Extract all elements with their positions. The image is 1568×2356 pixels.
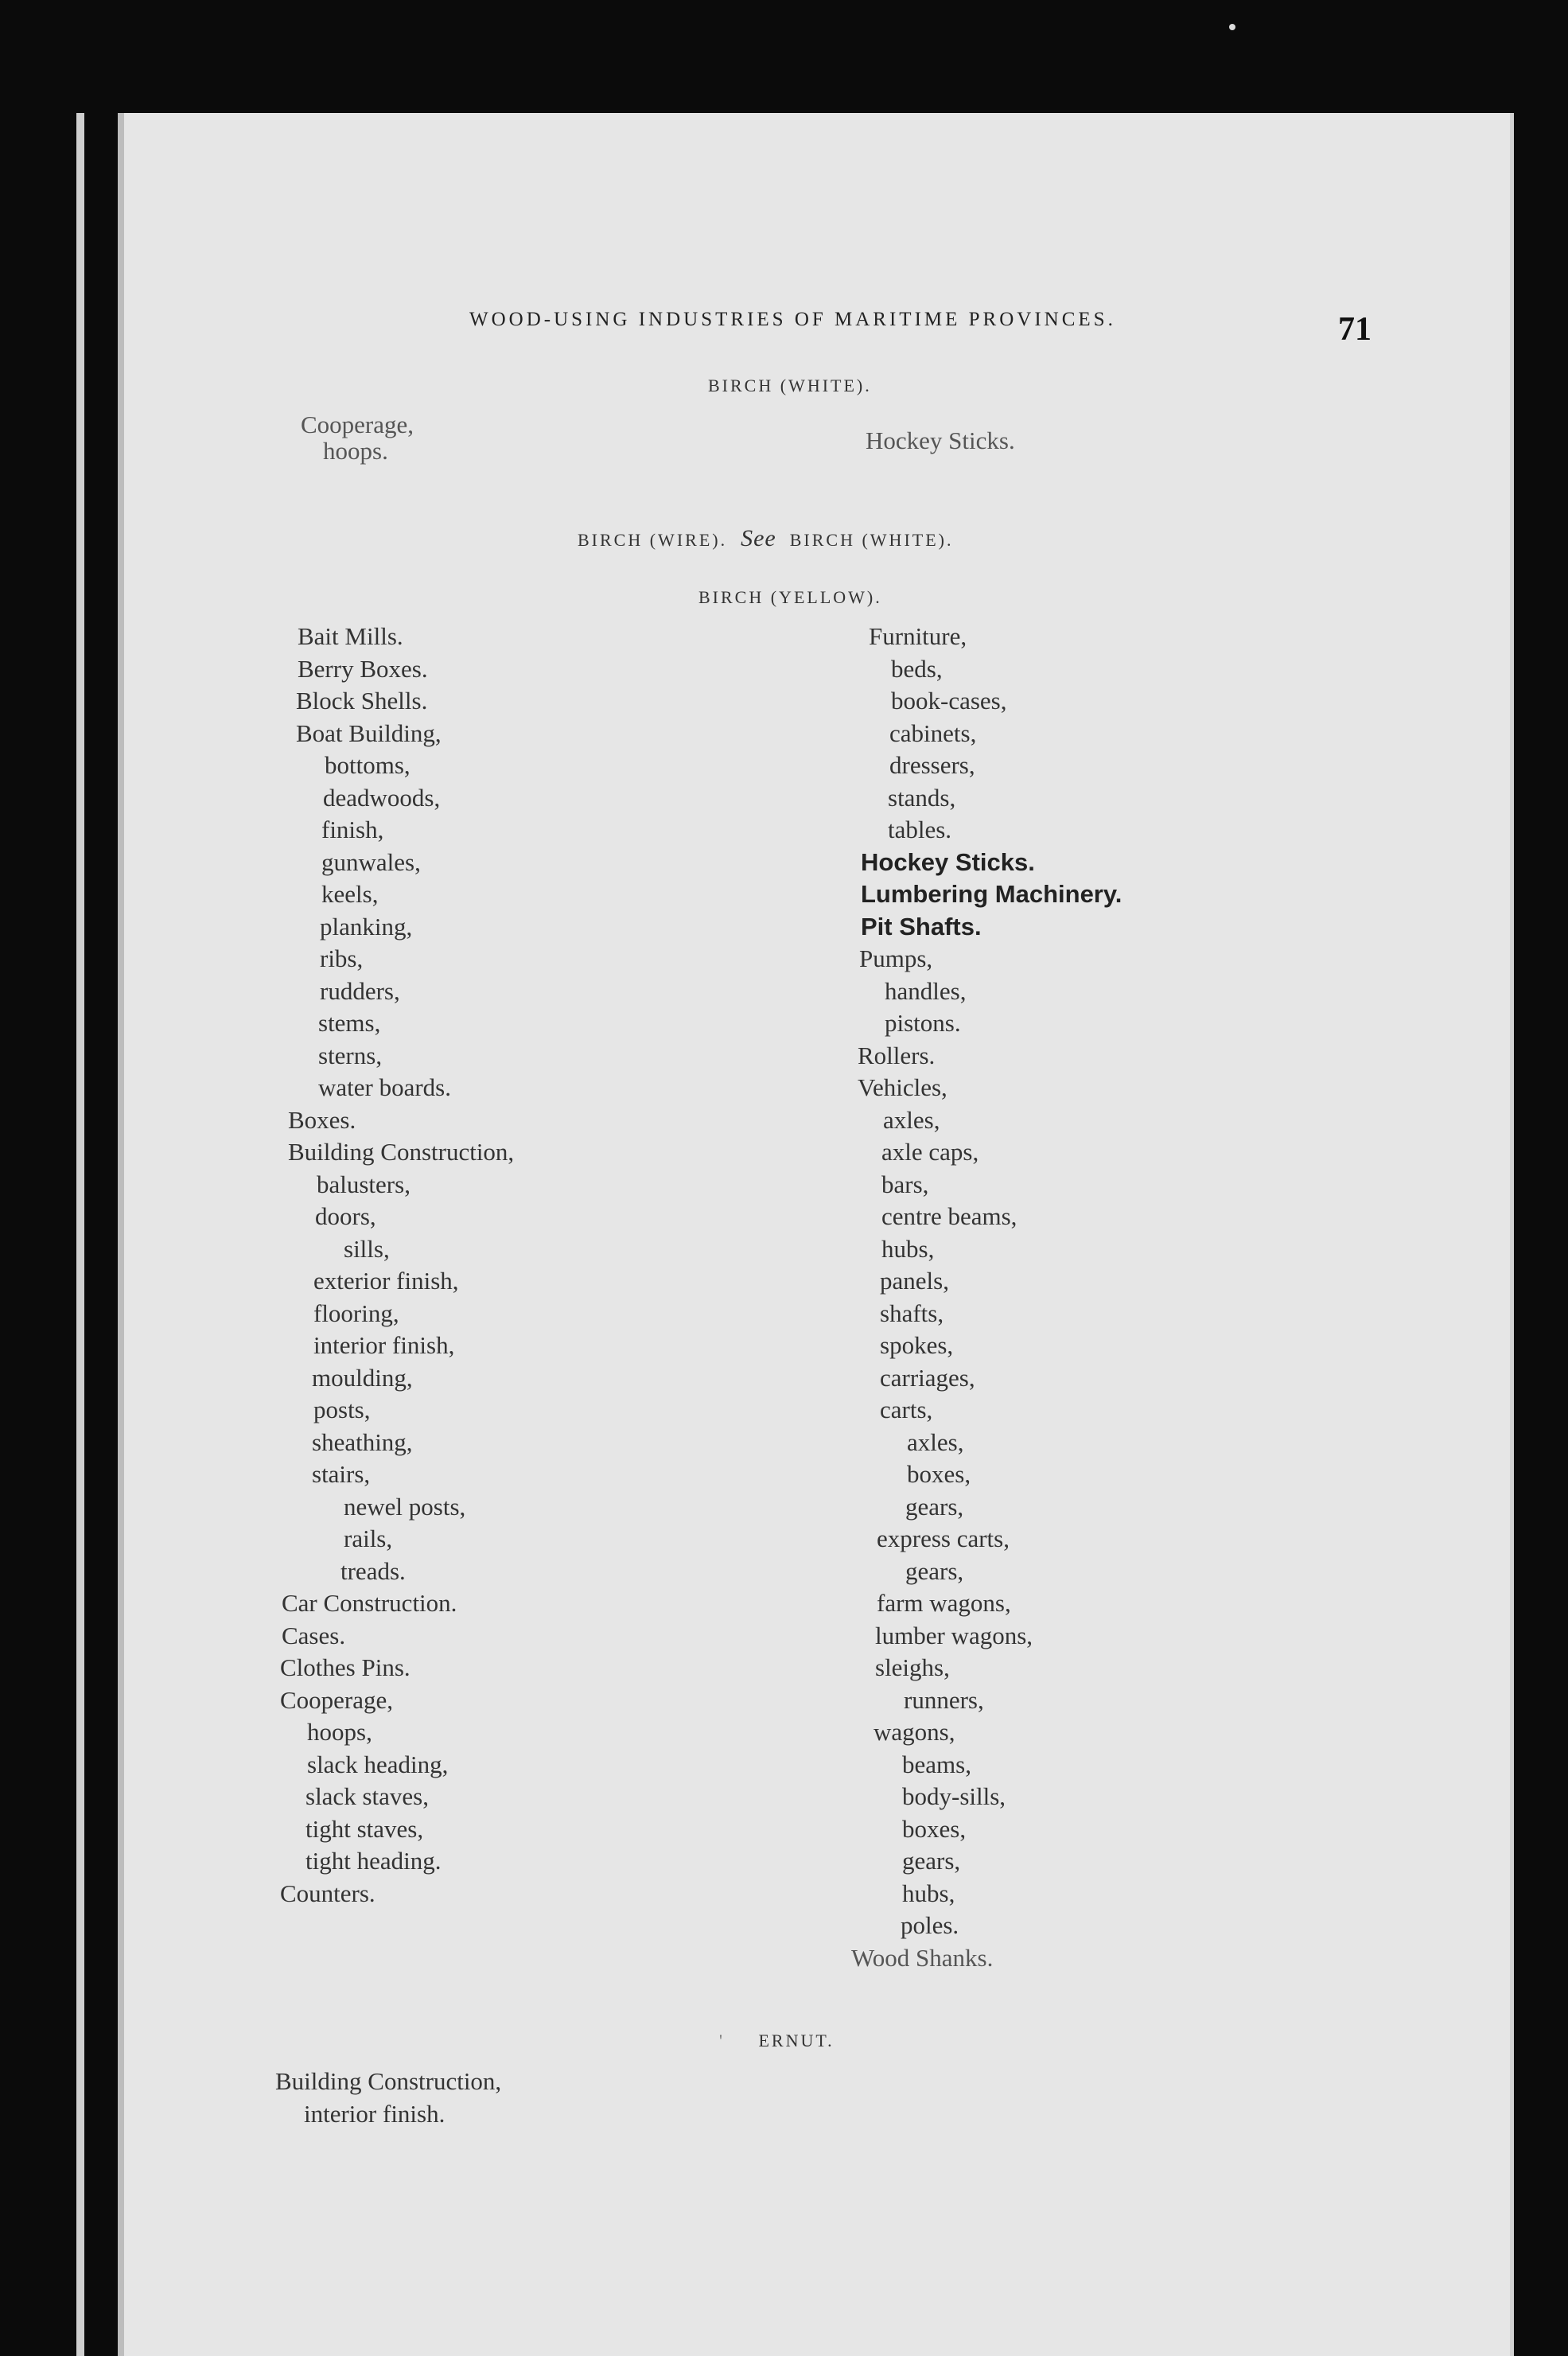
- list-item: hoops,: [307, 1718, 372, 1746]
- list-item: moulding,: [312, 1363, 413, 1392]
- list-item: deadwoods,: [323, 783, 441, 812]
- list-item: hoops.: [323, 436, 388, 465]
- list-item: Hockey Sticks.: [861, 847, 1035, 876]
- list-item: Lumbering Machinery.: [861, 880, 1123, 908]
- list-item: Pit Shafts.: [861, 912, 982, 940]
- section-heading-birch-white: BIRCH (WHITE).: [708, 376, 872, 395]
- list-item: balusters,: [317, 1170, 410, 1198]
- adjacent-page-edge: [76, 113, 84, 2356]
- list-item: Cases.: [282, 1621, 346, 1649]
- list-item: gears,: [905, 1492, 964, 1521]
- see-target: BIRCH (WHITE).: [789, 530, 954, 550]
- list-item: exterior finish,: [313, 1267, 459, 1295]
- list-item: gears,: [905, 1556, 964, 1585]
- list-item: Building Construction,: [288, 1138, 515, 1166]
- list-item: express carts,: [877, 1525, 1010, 1552]
- birch-yellow-right-list: [851, 621, 1122, 1974]
- list-item: Boxes.: [288, 1105, 356, 1134]
- list-item: farm wagons,: [877, 1589, 1011, 1617]
- list-item: boxes,: [907, 1460, 971, 1488]
- page-right-edge: [1510, 113, 1514, 2356]
- list-item: gears,: [902, 1847, 961, 1875]
- list-item: pistons.: [885, 1009, 961, 1037]
- list-item: finish,: [321, 816, 384, 843]
- list-item: Clothes Pins.: [280, 1653, 410, 1681]
- scan-speck: [1229, 24, 1235, 30]
- butternut-heading: ERNUT.: [758, 2031, 835, 2050]
- list-item: panels,: [880, 1267, 949, 1295]
- list-item: dressers,: [889, 751, 975, 779]
- section-heading-birch-yellow: BIRCH (YELLOW).: [698, 587, 882, 607]
- list-item: water boards.: [318, 1073, 451, 1101]
- list-item: cabinets,: [889, 718, 977, 747]
- page-number: 71: [1338, 311, 1372, 348]
- list-item: sterns,: [318, 1041, 383, 1069]
- list-item: carts,: [880, 1396, 933, 1423]
- list-item: stairs,: [312, 1460, 371, 1488]
- list-item: body-sills,: [902, 1782, 1006, 1810]
- list-item: hubs,: [902, 1879, 955, 1907]
- list-item: treads.: [340, 1556, 406, 1585]
- birch-white-left-list: [301, 409, 414, 467]
- list-item: newel posts,: [344, 1492, 466, 1521]
- list-item: interior finish.: [304, 2099, 445, 2128]
- section-heading-birch-wire: [578, 525, 953, 552]
- list-item: Cooperage,: [301, 411, 414, 438]
- list-item: keels,: [321, 880, 379, 908]
- running-title: WOOD-USING INDUSTRIES OF MARITIME PROVINCES.: [469, 309, 1116, 330]
- list-item: interior finish,: [313, 1331, 455, 1359]
- list-item: Block Shells.: [296, 687, 428, 715]
- list-item: carriages,: [880, 1363, 975, 1392]
- list-item: Pumps,: [859, 944, 933, 972]
- list-item: Car Construction.: [282, 1589, 457, 1617]
- list-item: runners,: [904, 1685, 984, 1714]
- list-item: beams,: [902, 1750, 971, 1778]
- list-item: sheathing,: [312, 1427, 413, 1456]
- list-item: centre beams,: [881, 1202, 1017, 1230]
- list-item: rudders,: [320, 976, 400, 1005]
- list-item: rails,: [344, 1525, 393, 1552]
- list-item: Berry Boxes.: [298, 654, 428, 683]
- list-item: Cooperage,: [280, 1685, 394, 1714]
- birch-white-right-list: [866, 425, 1015, 458]
- list-item: bars,: [881, 1170, 929, 1198]
- list-item: stems,: [318, 1009, 381, 1037]
- list-item: sleighs,: [875, 1653, 950, 1681]
- list-item: Rollers.: [858, 1041, 936, 1069]
- butternut-left-list: [275, 2066, 501, 2130]
- list-item: boxes,: [902, 1814, 967, 1843]
- list-item: Wood Shanks.: [851, 1943, 994, 1972]
- list-item: Counters.: [280, 1879, 375, 1907]
- birch-yellow-left-list: [280, 621, 514, 1910]
- see-word: See: [741, 525, 776, 551]
- birch-wire-heading: BIRCH (WIRE).: [578, 530, 728, 550]
- list-item: posts,: [313, 1396, 371, 1423]
- list-item: lumber wagons,: [875, 1621, 1033, 1649]
- list-item: spokes,: [880, 1331, 954, 1359]
- list-item: Hockey Sticks.: [866, 426, 1015, 454]
- list-item: sills,: [344, 1234, 390, 1263]
- section-heading-butternut: ' ERNUT.: [719, 2031, 835, 2050]
- list-item: slack staves,: [305, 1782, 429, 1810]
- list-item: axles,: [883, 1105, 940, 1134]
- list-item: beds,: [891, 654, 943, 683]
- list-item: book-cases,: [891, 687, 1007, 715]
- list-item: doors,: [315, 1202, 376, 1230]
- page-left-edge: [118, 113, 124, 2356]
- list-item: Building Construction,: [275, 2067, 502, 2095]
- list-item: bottoms,: [325, 751, 410, 779]
- list-item: flooring,: [313, 1299, 399, 1327]
- list-item: slack heading,: [307, 1750, 449, 1778]
- list-item: ribs,: [320, 944, 364, 972]
- list-item: Vehicles,: [858, 1073, 947, 1101]
- list-item: handles,: [885, 976, 967, 1005]
- dark-gutter: [0, 113, 118, 2356]
- list-item: poles.: [901, 1911, 959, 1939]
- list-item: Bait Mills.: [298, 622, 403, 650]
- list-item: axles,: [907, 1427, 964, 1456]
- list-item: planking,: [320, 912, 413, 940]
- list-item: axle caps,: [881, 1138, 979, 1166]
- list-item: shafts,: [880, 1299, 944, 1327]
- list-item: wagons,: [873, 1718, 955, 1746]
- list-item: tables.: [888, 816, 952, 843]
- list-item: stands,: [888, 783, 956, 812]
- list-item: gunwales,: [321, 847, 421, 876]
- list-item: hubs,: [881, 1234, 935, 1263]
- list-item: tight heading.: [305, 1847, 442, 1875]
- list-item: tight staves,: [305, 1814, 424, 1843]
- list-item: Boat Building,: [296, 718, 442, 747]
- list-item: Furniture,: [869, 622, 967, 650]
